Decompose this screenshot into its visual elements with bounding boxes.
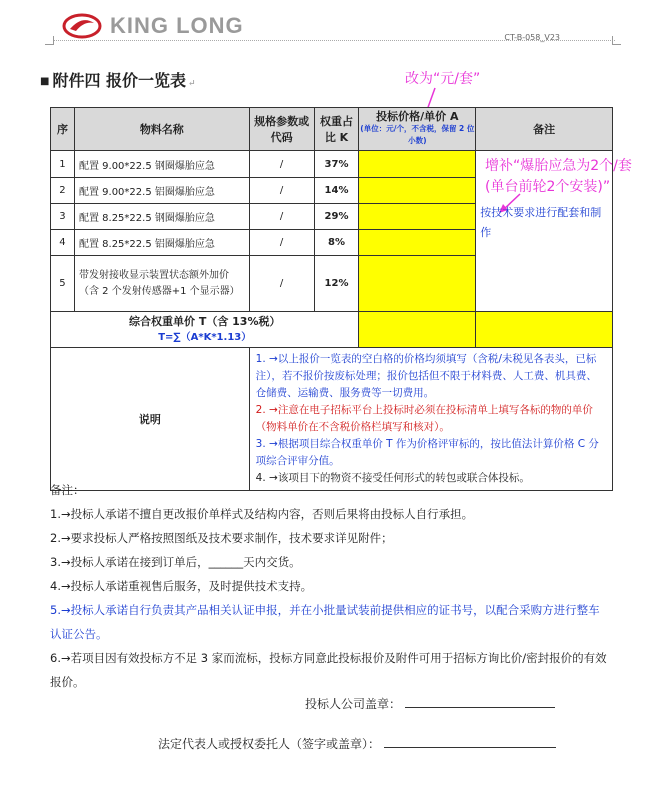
remark-text: 按技术要求进行配套和制作 [480,206,602,239]
header-bid-price-sub: (单位：元/个，不含税，保留 2 位小数) [360,124,475,145]
row-material-name: 配置 8.25*22.5 钢圈爆胎应急 [74,204,249,230]
row-spec: / [249,204,314,230]
legal-sign-label: 法定代表人或授权委托人（签字或盖章）： [158,737,381,751]
total-label: 综合权重单价 T（含 13%税） [128,314,281,328]
header-bid-price-main: 投标价格/单价 A [376,110,459,123]
row-seq: 2 [51,178,75,204]
row-seq: 5 [51,256,75,312]
remark-cell [476,151,613,312]
document-code: CT-B-058_V23 [504,33,560,42]
quote-table [50,107,613,491]
company-seal-label: 投标人公司盖章： [305,697,402,711]
bullet-icon: ■ [40,76,50,87]
note-item: 6.→若项目因有效投标方不足 3 家而流标，投标方同意此投标报价及附件可用于招标方询比价/密封报价的有效报价。 [50,651,607,689]
row-material-name: 带发射接收显示装置状态额外加价（含 2 个发射传感器+1 个显示器） [74,256,249,312]
header-seq: 序 [51,108,75,151]
note-item: 1.→投标人承诺不擅自更改报价单样式及结构内容，否则后果将由投标人自行承担。 [50,507,474,521]
header-spec: 规格参数或代码 [249,108,314,151]
row-weight: 14% [314,178,359,204]
row-spec: / [249,230,314,256]
total-label-cell [51,312,359,348]
explain-item: 2. →注意在电子招标平台上投标时必须在投标清单上填写各标的物的单价（物料单价在不含税价格栏填写和核对）。 [255,404,593,433]
header-remark: 备注 [476,108,613,151]
notes-section [50,478,610,694]
table-row [51,151,613,178]
annotation-unit-change: 改为“元/套” [405,71,481,87]
header-divider [53,40,615,41]
header-weight: 权重占比 K [314,108,359,151]
note-item: 3.→投标人承诺在接到订单后，______天内交货。 [50,555,301,569]
explain-item: 3. →根据项目综合权重单价 T 作为价格评审标的，按比值法计算价格 C 分项综合评审分值。 [255,438,599,467]
price-input-cell[interactable] [359,256,476,312]
price-input-cell[interactable] [359,204,476,230]
header-bid-price [359,108,476,151]
explain-item: 1. →以上报价一览表的空白格的价格均须填写（含税/未税见各表头，已标注），若不报价按废标处理；报价包括但不限于材料费、人工费、机具费、仓储费、运输费、服务费等一切费用。 [255,353,597,399]
explain-content [249,348,612,491]
row-material-name: 配置 9.00*22.5 铝圈爆胎应急 [74,178,249,204]
legal-sign-line [158,735,556,752]
row-spec: / [249,151,314,178]
legal-sign-field[interactable] [384,747,556,748]
company-seal-line [305,695,555,712]
row-material-name: 配置 9.00*22.5 钢圈爆胎应急 [74,151,249,178]
price-input-cell[interactable] [359,178,476,204]
total-price-input-cell[interactable] [359,312,476,348]
row-weight: 29% [314,204,359,230]
row-seq: 3 [51,204,75,230]
explain-item: 4. →该项目下的物资不接受任何形式的转包或联合体投标。 [255,472,530,484]
note-item: 2.→要求投标人严格按照图纸及技术要求制作，技术要求详见附件； [50,531,393,545]
total-remark-cell [476,312,613,348]
row-seq: 1 [51,151,75,178]
note-item: 5.→投标人承诺自行负责其产品相关认证申报，并在小批量试装前提供相应的证书号，以配合采购方进行整车认证公告。 [50,603,600,641]
total-row [51,312,613,348]
row-weight: 12% [314,256,359,312]
page-corner-mark [45,36,54,45]
king-long-emblem-icon [62,13,102,39]
price-input-cell[interactable] [359,151,476,178]
annotation-supplement: 增补“爆胎应急为2个/套(单台前轮2个安装)” [485,158,632,195]
explain-row [51,348,613,491]
notes-heading: 备注： [50,483,85,497]
total-formula: T=∑（A*K*1.13） [158,331,252,343]
row-spec: / [249,256,314,312]
row-weight: 37% [314,151,359,178]
row-weight: 8% [314,230,359,256]
page-corner-mark [612,36,621,45]
page-title: ■ 附件四 报价一览表 ↵ [40,71,196,90]
note-item: 4.→投标人承诺重视售后服务，及时提供技术支持。 [50,579,313,593]
row-seq: 4 [51,230,75,256]
king-long-logo [62,12,244,40]
explain-label: 说明 [51,348,250,491]
brand-name: KING LONG [110,13,244,38]
header-material-name: 物料名称 [74,108,249,151]
row-spec: / [249,178,314,204]
company-seal-field[interactable] [405,707,555,708]
price-input-cell[interactable] [359,230,476,256]
row-material-name: 配置 8.25*22.5 铝圈爆胎应急 [74,230,249,256]
